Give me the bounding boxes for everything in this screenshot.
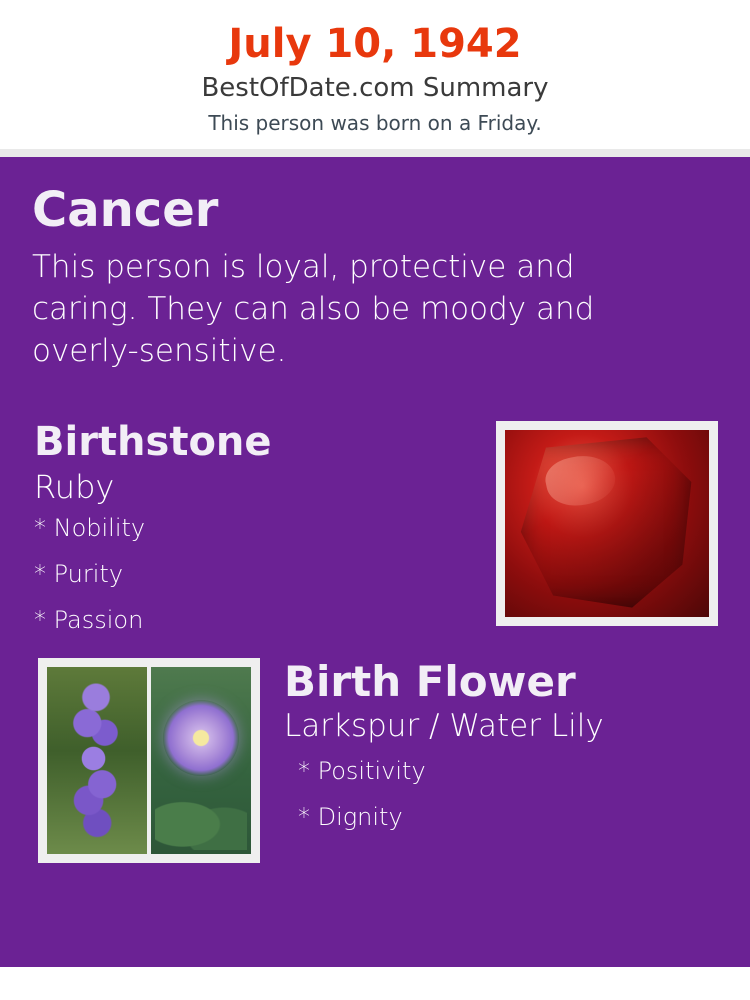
birthstone-section [32,418,718,634]
birth-flower-section [32,658,718,873]
content-panel [0,157,750,967]
list-item: * Dignity [298,802,403,831]
birth-flower-text [284,658,718,829]
header-divider [0,149,750,157]
site-summary-label: BestOfDate.com Summary [201,73,549,103]
birth-flower-trait-list [284,756,718,831]
birthstone-title: Birthstone [34,418,272,465]
zodiac-description: This person is loyal, protective and caring. They can also be moody and overly-sensitive. [32,249,595,369]
list-item: * Passion [34,605,144,634]
water-lily-icon [151,667,251,854]
birth-flower-title: Birth Flower [284,656,576,706]
card-header [0,0,750,149]
zodiac-sign-title: Cancer [32,181,219,238]
list-item: * Nobility [34,513,146,542]
birth-flower-name: Larkspur / Water Lily [284,707,604,744]
ruby-icon [505,430,709,617]
list-item: * Positivity [298,756,426,785]
birthstone-name: Ruby [34,467,115,506]
weekday-text: This person was born on a Friday. [208,110,542,135]
larkspur-icon [47,667,147,854]
page-title: July 10, 1942 [228,21,522,67]
birth-flower-image [38,658,260,863]
list-item: * Purity [34,559,124,588]
birthstone-image [496,421,718,626]
